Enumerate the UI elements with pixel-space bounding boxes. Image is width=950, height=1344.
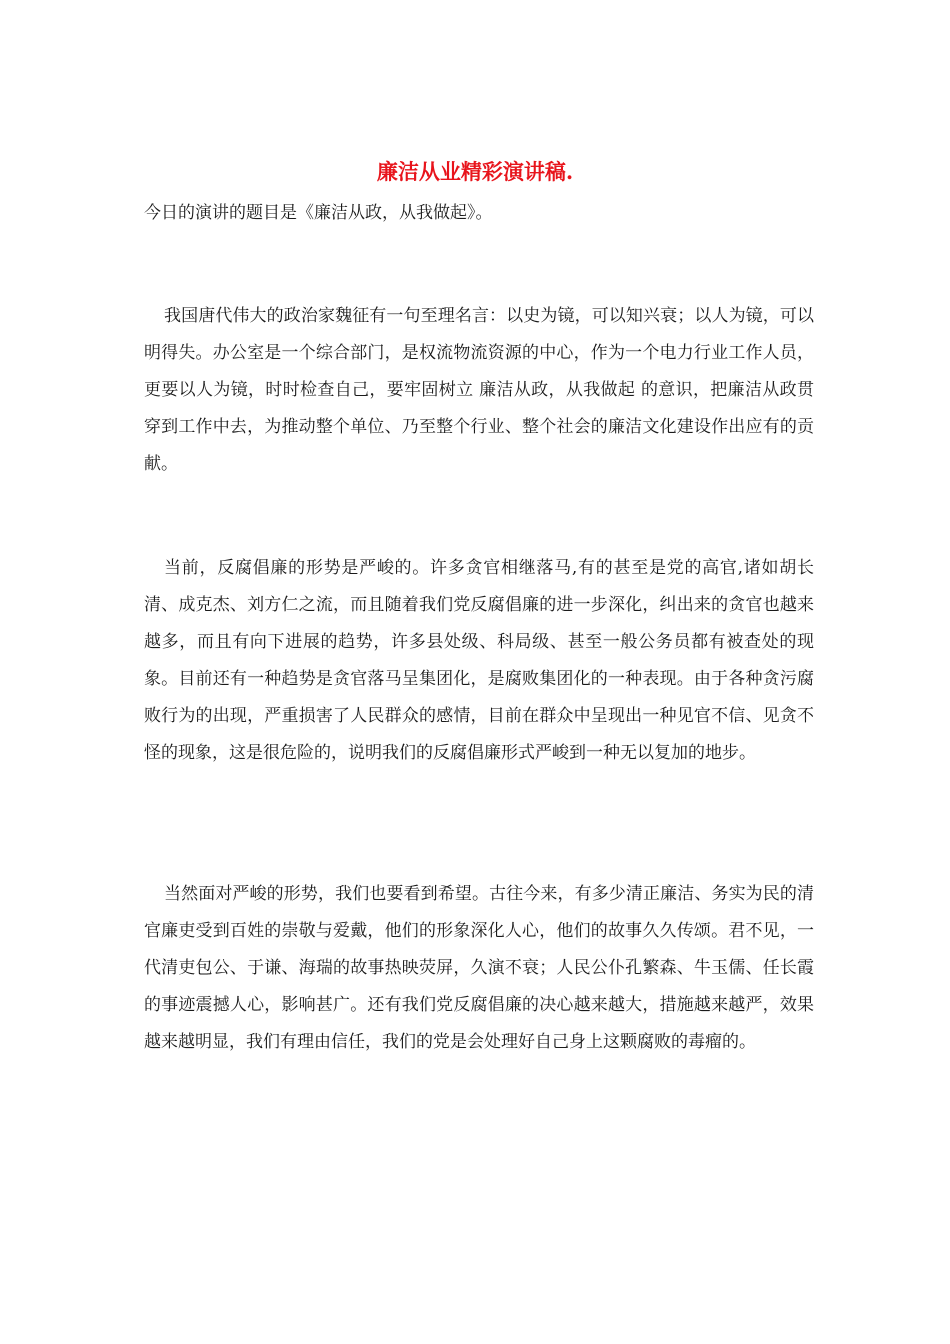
paragraph-1: 我国唐代伟大的政治家魏征有一句至理名言：以史为镜，可以知兴衰；以人为镜，可以明得失。办公室是一个综合部门，是权流物流资源的中心，作为一个电力行业工作人员，更要以人为镜，时时检查自己，要牢固树立 廉洁从政，从我做起 的意识，把廉洁从政贯穿到工作中去，为推动整个单位、乃至整个行业、整个社会的廉洁文化建设作出应有的贡献。 — [144, 306, 814, 474]
paragraph-3: 当然面对严峻的形势，我们也要看到希望。古往今来，有多少清正廉洁、务实为民的清官廉吏受到百姓的崇敬与爱戴，他们的形象深化人心，他们的故事久久传颂。君不见，一代清吏包公、于谦、海瑞的故事热映荧屏，久演不衰；人民公仆孔繁森、牛玉儒、任长霞的事迹震撼人心，影响甚广。还有我们党反腐倡廉的决心越来越大，措施越来越严，效果越来越明显，我们有理由信任，我们的党是会处理好自己身上这颗腐败的毒瘤的。 — [144, 884, 814, 1052]
paragraph-2: 当前，反腐倡廉的形势是严峻的。许多贪官相继落马,有的甚至是党的高官,诸如胡长清、成克杰、刘方仁之流，而且随着我们党反腐倡廉的进一步深化，纠出来的贪官也越来越多，而且有向下进展的趋势，许多县处级、科局级、甚至一般公务员都有被查处的现象。目前还有一种趋势是贪官落马呈集团化，是腐败集团化的一种表现。由于各种贪污腐败行为的出现，严重损害了人民群众的感情，目前在群众中呈现出一种见官不信、见贪不怪的现象，这是很危险的，说明我们的反腐倡廉形式严峻到一种无以复加的地步。 — [144, 558, 814, 763]
intro-line: 今日的演讲的题目是《廉洁从政，从我做起》。 — [144, 203, 493, 223]
document-title: 廉洁从业精彩演讲稿. — [376, 159, 574, 184]
